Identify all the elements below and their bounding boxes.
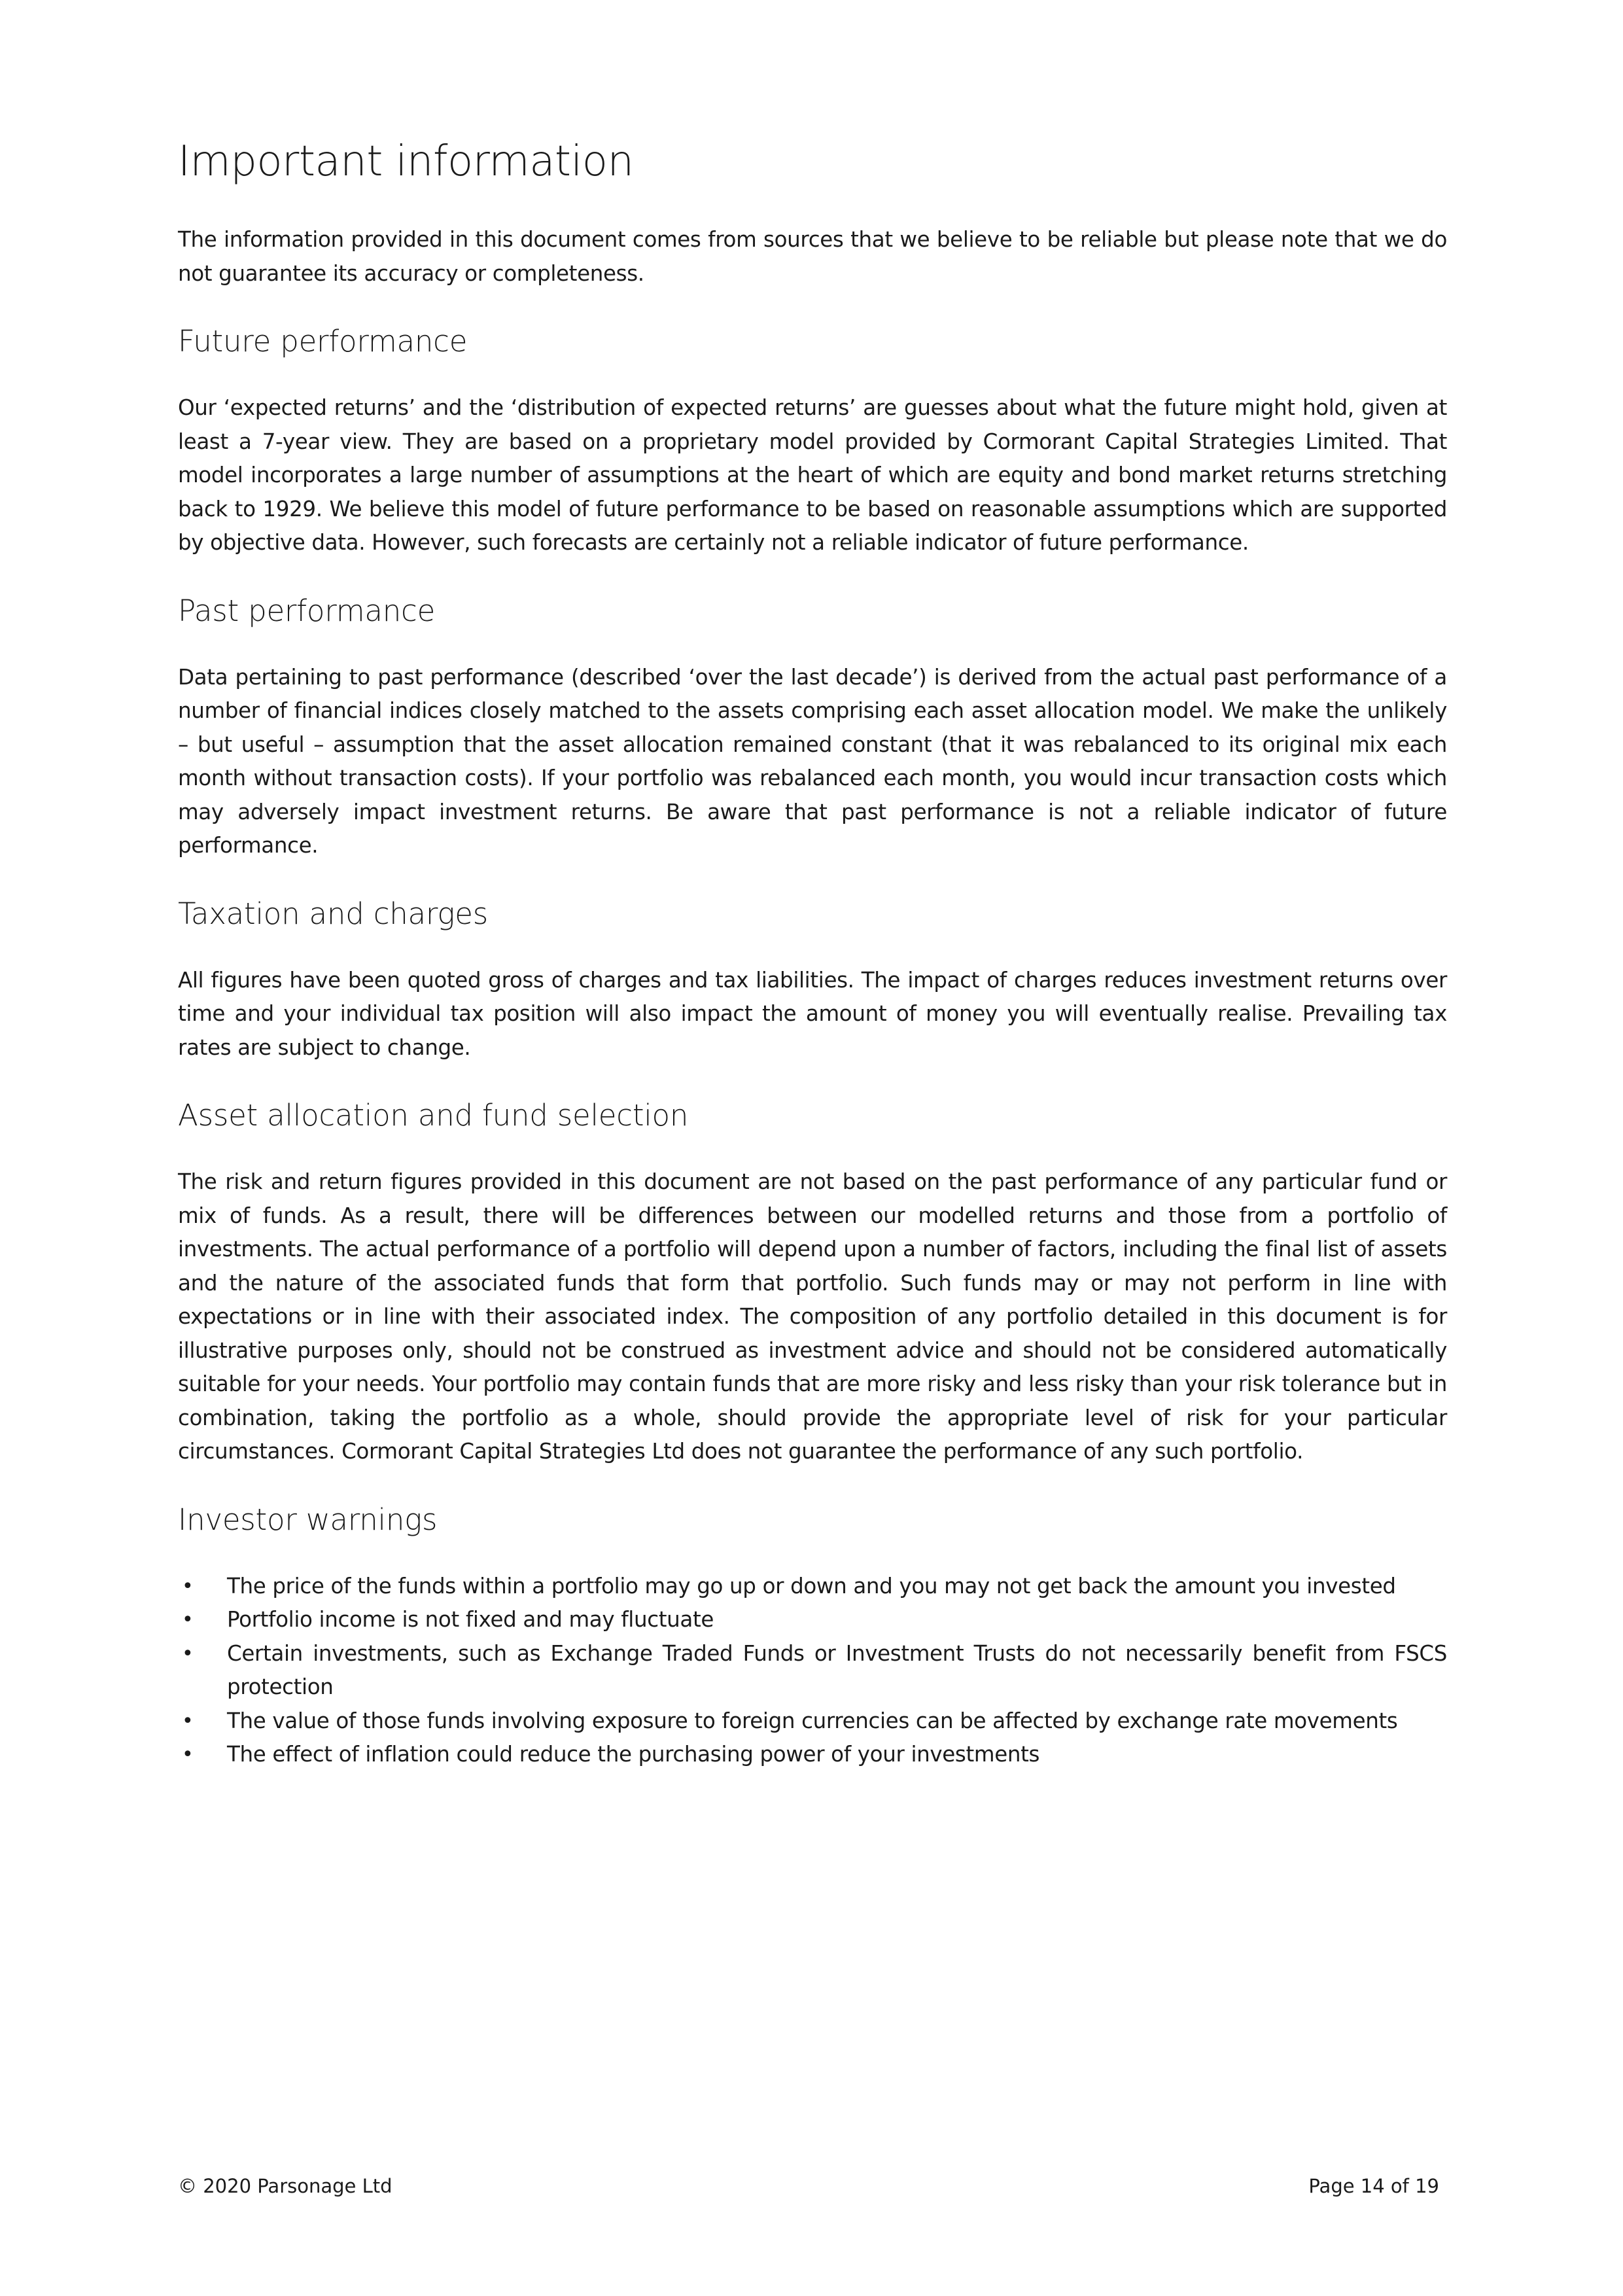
page-footer <box>178 2173 1439 2199</box>
section-heading: Investor warnings <box>178 1502 438 1537</box>
warnings-list <box>178 1570 1447 1772</box>
bullet-icon: • <box>182 1574 194 1598</box>
bullet-icon: • <box>182 1709 194 1733</box>
bullet-icon: • <box>182 1608 194 1631</box>
list-item <box>178 1704 1447 1739</box>
intro-paragraph: The information provided in this document comes from sources that we believe to be reliable but please note that we do not guarantee its accuracy or completeness. <box>178 227 1447 286</box>
list-item <box>178 1570 1447 1604</box>
page-content <box>178 134 1447 1772</box>
footer-page-number: Page 14 of 19 <box>1308 2175 1439 2197</box>
bullet-icon: • <box>182 1642 194 1665</box>
list-item <box>178 1637 1447 1704</box>
list-item-text: Certain investments, such as Exchange Traded Funds or Investment Trusts do not necessarily benefit from FSCS protection <box>227 1640 1447 1699</box>
section-future-performance <box>178 322 1447 560</box>
section-body: Our ‘expected returns’ and the ‘distribution of expected returns’ are guesses about what the future might hold, given at least a 7-year view. They are based on a proprietary model provided by Cormorant Capital Strategies Limited. That model incorporates a large number of assumptions at the heart of which are equity and bond market returns stretching back to 1929. We believe this model of future performance to be based on reasonable assumptions which are supported by objective data. However, such forecasts are certainly not a reliable indicator of future performance. <box>178 395 1447 555</box>
list-item <box>178 1603 1447 1637</box>
section-investor-warnings <box>178 1500 1447 1772</box>
section-taxation-and-charges <box>178 894 1447 1065</box>
list-item-text: The price of the funds within a portfolio may go up or down and you may not get back the amount you invested <box>227 1573 1396 1598</box>
list-item-text: Portfolio income is not fixed and may fluctuate <box>227 1607 714 1632</box>
section-heading: Taxation and charges <box>178 896 488 931</box>
list-item-text: The value of those funds involving exposure to foreign currencies can be affected by exchange rate movements <box>227 1708 1398 1733</box>
section-heading: Past performance <box>178 593 436 628</box>
list-item <box>178 1738 1447 1772</box>
section-past-performance <box>178 592 1447 863</box>
section-body: The risk and return figures provided in this document are not based on the past performance of any particular fund or mix of funds. As a result, there will be differences between our modelled returns and those from a portfolio of investments. The actual performance of a portfolio will depend upon a number of factors, including the final list of assets and the nature of the associated funds that form that portfolio. Such funds may or may not perform in line with expectations or in line with their associated index. The composition of any portfolio detailed in this document is for illustrative purposes only, should not be construed as investment advice and should not be considered automatically suitable for your needs. Your portfolio may contain funds that are more risky and less risky than your risk tolerance but in combination, taking the portfolio as a whole, should provide the appropriate level of risk for your particular circumstances. Cormorant Capital Strategies Ltd does not guarantee the performance of any such portfolio. <box>178 1169 1447 1464</box>
footer-copyright: © 2020 Parsonage Ltd <box>178 2175 393 2197</box>
bullet-icon: • <box>182 1743 194 1766</box>
section-heading: Asset allocation and fund selection <box>178 1098 689 1133</box>
section-heading: Future performance <box>178 324 468 359</box>
list-item-text: The effect of inflation could reduce the purchasing power of your investments <box>227 1742 1040 1767</box>
section-body: Data pertaining to past performance (described ‘over the last decade’) is derived from the actual past performance of a number of financial indices closely matched to the assets comprising each asset allocation model. We make the unlikely – but useful – assumption that the asset allocation remained constant (that it was rebalanced to its original mix each month without transaction costs). If your portfolio was rebalanced each month, you would incur transaction costs which may adversely impact investment returns. Be aware that past performance is not a reliable indicator of future performance. <box>178 664 1447 858</box>
section-asset-allocation <box>178 1096 1447 1469</box>
section-body: All figures have been quoted gross of charges and tax liabilities. The impact of charges reduces investment returns over time and your individual tax position will also impact the amount of money you will eventually realise. Prevailing tax rates are subject to change. <box>178 967 1447 1060</box>
page-title: Important information <box>178 137 634 186</box>
